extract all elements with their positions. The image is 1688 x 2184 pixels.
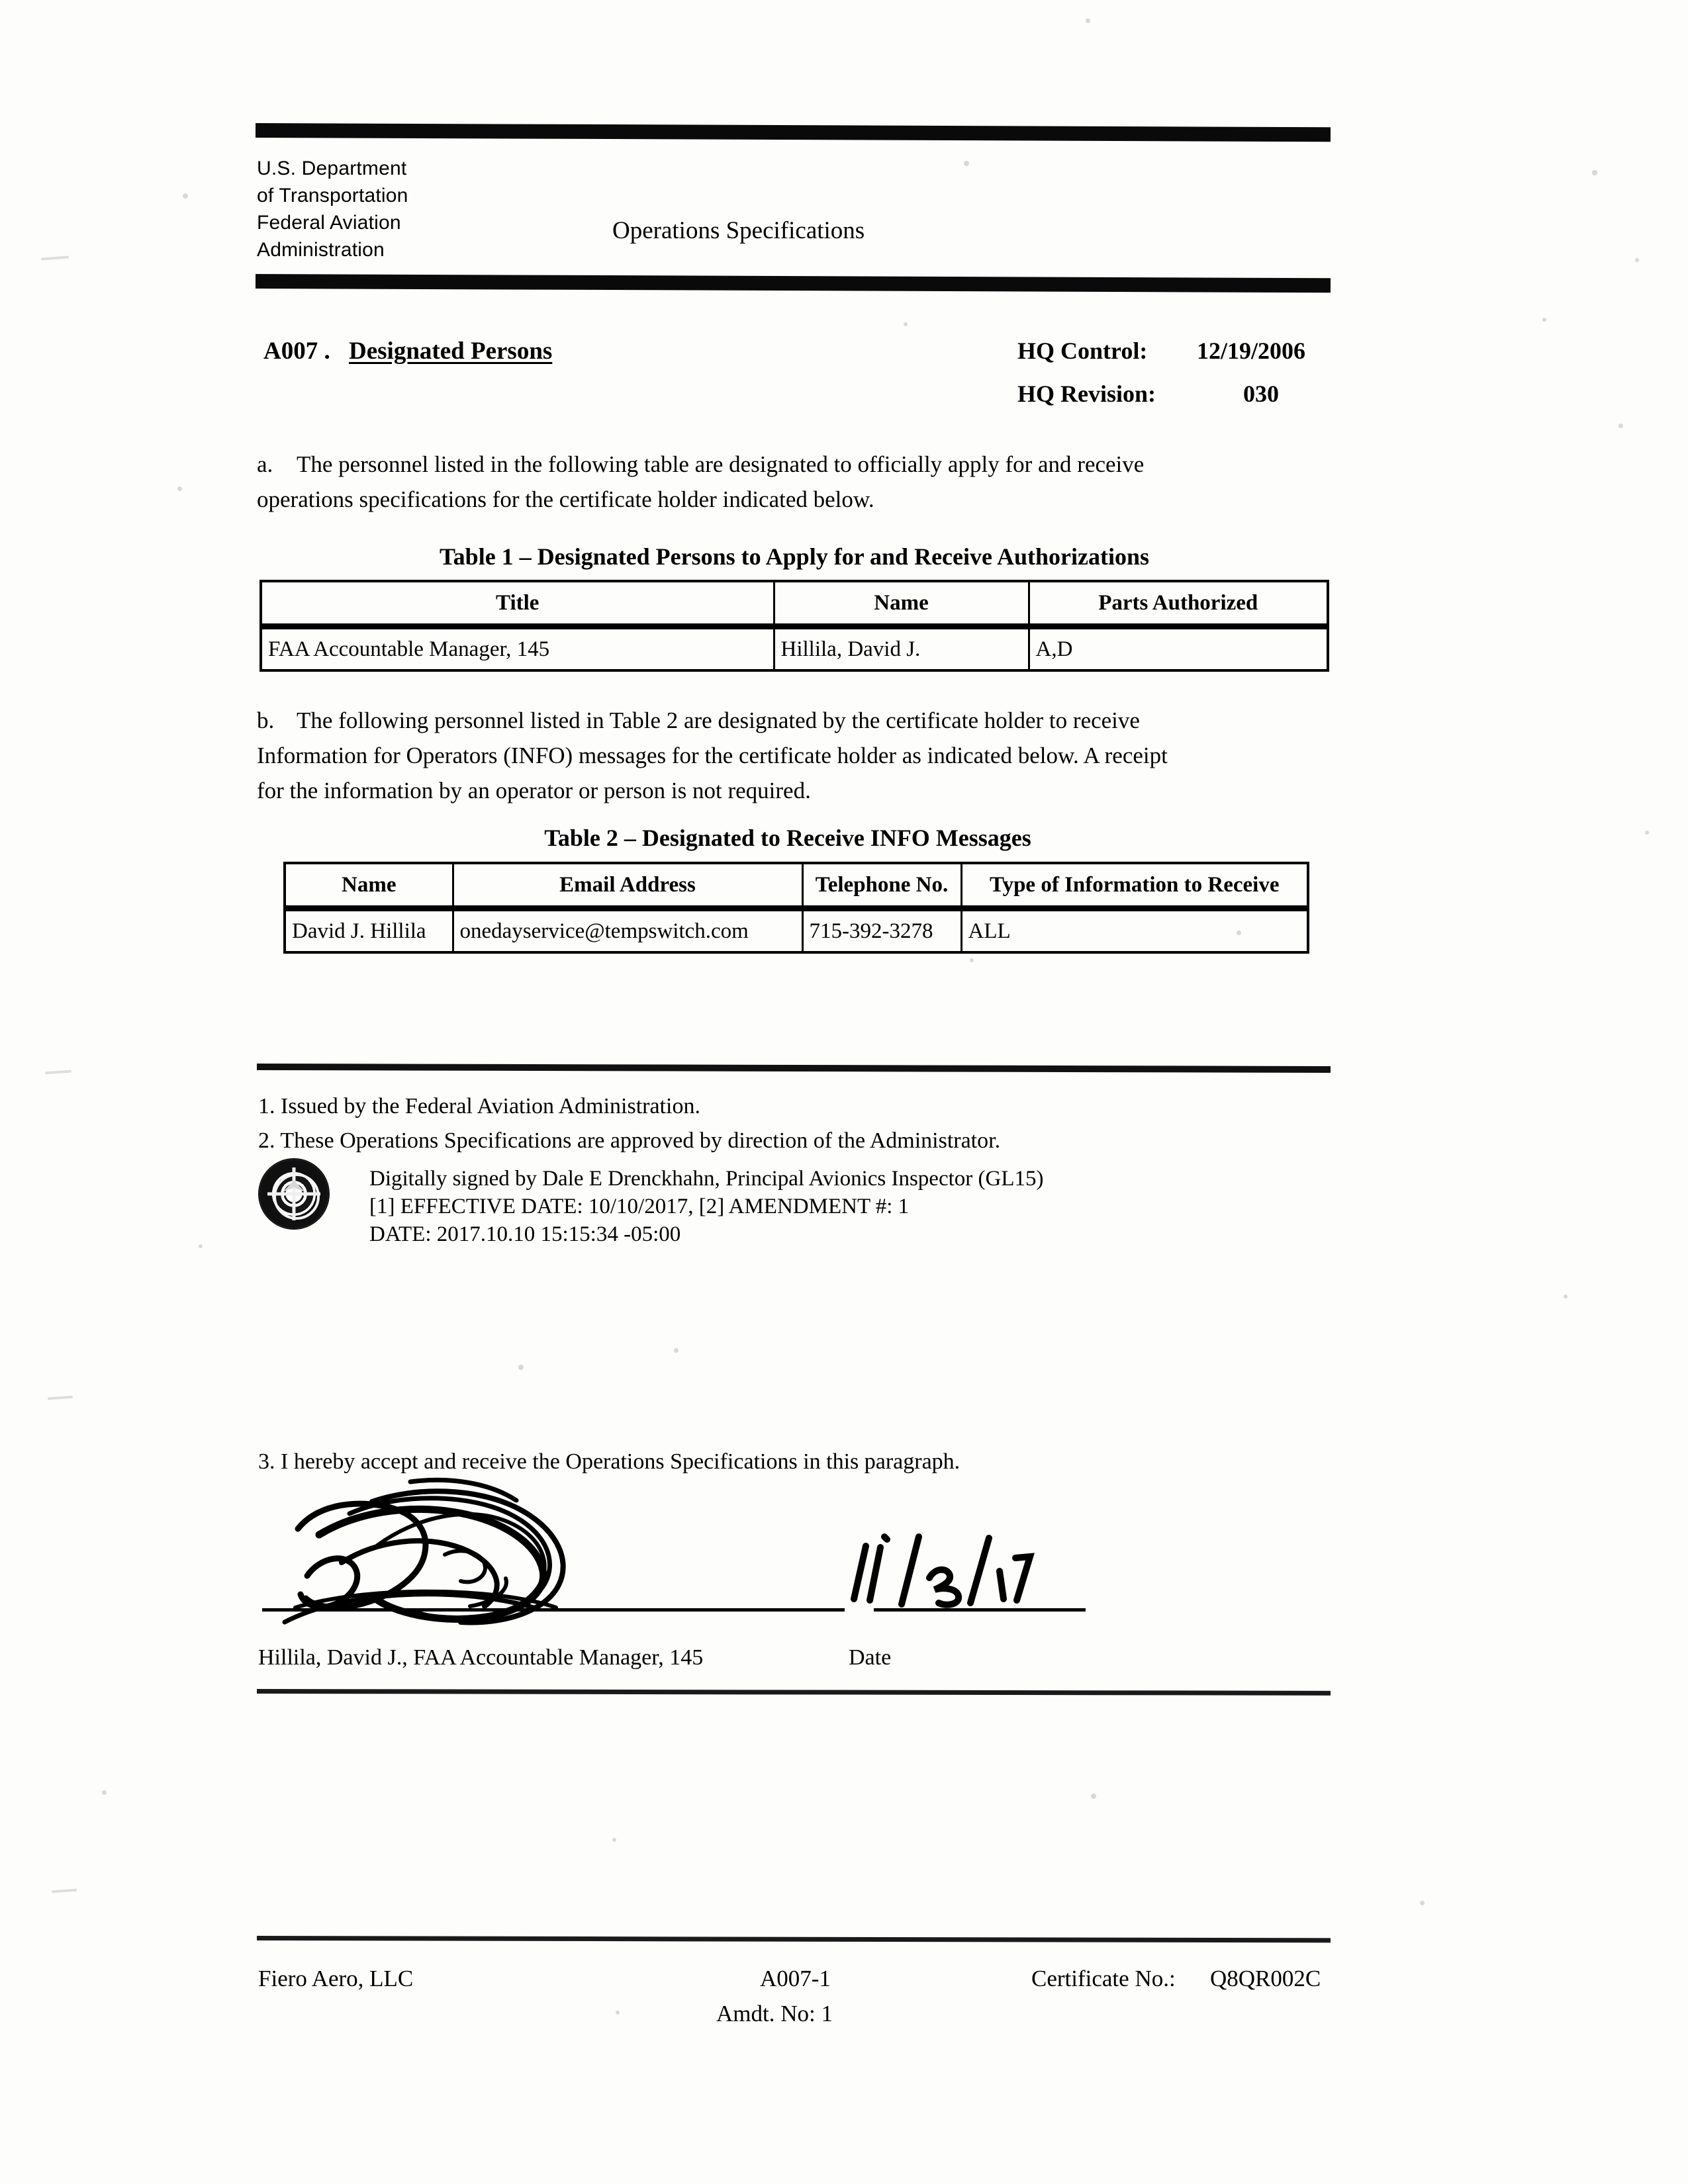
scan-speckle bbox=[904, 322, 908, 326]
scan-speckle bbox=[1086, 19, 1090, 23]
masthead-top-rule bbox=[256, 123, 1331, 142]
table-row bbox=[285, 909, 1308, 953]
acceptance-statement: 3. I hereby accept and receive the Operations Specifications in this paragraph. bbox=[258, 1449, 961, 1474]
agency-line-4: Administration bbox=[257, 239, 385, 261]
paragraph-a-marker: a. bbox=[257, 451, 273, 477]
scan-speckle bbox=[1645, 831, 1649, 835]
scan-speckle bbox=[1420, 1901, 1425, 1905]
paragraph-b-marker: b. bbox=[257, 707, 275, 733]
agency-line-1: U.S. Department bbox=[257, 158, 407, 179]
hq-control-label: HQ Control: bbox=[1017, 338, 1148, 364]
page-curl-mark bbox=[48, 1396, 73, 1400]
scan-speckle bbox=[1592, 170, 1597, 175]
handwritten-date bbox=[841, 1529, 1039, 1615]
table2-header-type: Type of Information to Receive bbox=[961, 863, 1308, 909]
paragraph-b-line-1: The following personnel listed in Table 2 are designated by the certificate holder to receive bbox=[297, 707, 1140, 733]
signature-line bbox=[262, 1608, 845, 1612]
footer-page-id: A007-1 bbox=[760, 1966, 831, 1991]
table2 bbox=[283, 862, 1309, 954]
scan-speckle bbox=[177, 486, 182, 491]
acceptance-bottom-rule bbox=[257, 1689, 1331, 1696]
agency-line-3: Federal Aviation bbox=[257, 212, 401, 234]
date-line bbox=[874, 1608, 1086, 1612]
footer-certificate-label: Certificate No.: bbox=[1031, 1966, 1176, 1991]
digital-signature-line-1: Digitally signed by Dale E Drenckhahn, Principal Avionics Inspector (GL15) bbox=[369, 1167, 1044, 1191]
digital-signature-line-2: [1] EFFECTIVE DATE: 10/10/2017, [2] AMENDMENT #: 1 bbox=[369, 1195, 910, 1218]
table1 bbox=[259, 580, 1329, 672]
handwritten-signature bbox=[278, 1466, 741, 1638]
table2-header-row bbox=[285, 863, 1308, 909]
date-caption: Date bbox=[849, 1645, 892, 1670]
table1-cell-parts: A,D bbox=[1029, 627, 1328, 671]
table1-header-title: Title bbox=[261, 581, 774, 627]
scan-speckle bbox=[518, 1365, 524, 1370]
hq-revision-label: HQ Revision: bbox=[1017, 381, 1156, 407]
scan-speckle bbox=[674, 1348, 679, 1353]
table2-header-telephone: Telephone No. bbox=[802, 863, 961, 909]
paragraph-b-line-3: for the information by an operator or person is not required. bbox=[257, 778, 811, 803]
scan-speckle bbox=[970, 958, 974, 962]
table-row bbox=[261, 627, 1328, 671]
table2-cell-email: onedayservice@tempswitch.com bbox=[453, 909, 802, 953]
table1-cell-title: FAA Accountable Manager, 145 bbox=[261, 627, 774, 671]
hq-control-value: 12/19/2006 bbox=[1197, 338, 1306, 364]
table1-header-name: Name bbox=[774, 581, 1029, 627]
table2-cell-telephone: 715-392-3278 bbox=[802, 909, 961, 953]
table2-caption: Table 2 – Designated to Receive INFO Messages bbox=[544, 825, 1031, 851]
page-curl-mark bbox=[52, 1889, 77, 1893]
scan-speckle bbox=[964, 161, 969, 166]
scan-speckle bbox=[612, 1838, 616, 1842]
footer-certificate-number: Q8QR002C bbox=[1210, 1966, 1321, 1991]
note-item-2: 2. These Operations Specifications are approved by direction of the Administrator. bbox=[258, 1128, 1001, 1153]
table2-header-email: Email Address bbox=[453, 863, 802, 909]
footer-rule bbox=[257, 1936, 1331, 1942]
note-item-1: 1. Issued by the Federal Aviation Administration. bbox=[258, 1094, 700, 1118]
paragraph-a-line-1: The personnel listed in the following table are designated to officially apply for and receive bbox=[297, 451, 1145, 477]
section-name: Designated Persons bbox=[349, 338, 553, 365]
table1-header-row bbox=[261, 581, 1328, 627]
section-id: A007 . bbox=[263, 338, 330, 365]
scan-speckle bbox=[1618, 424, 1623, 428]
scan-speckle bbox=[616, 2011, 620, 2015]
paragraph-b-line-2: Information for Operators (INFO) messages for the certificate holder as indicated below. A receipt bbox=[257, 743, 1168, 768]
table1-cell-name: Hillila, David J. bbox=[774, 627, 1029, 671]
scan-speckle bbox=[1542, 318, 1546, 322]
faa-seal-icon bbox=[259, 1160, 328, 1228]
notes-separator-rule bbox=[257, 1064, 1331, 1073]
paragraph-a-line-2: operations specifications for the certificate holder indicated below. bbox=[257, 486, 874, 512]
scan-speckle bbox=[183, 193, 188, 199]
footer-amendment: Amdt. No: 1 bbox=[716, 2001, 833, 2026]
table2-header-name: Name bbox=[285, 863, 453, 909]
signature-name-caption: Hillila, David J., FAA Accountable Manager, 145 bbox=[258, 1645, 704, 1670]
document-title: Operations Specifications bbox=[612, 217, 865, 244]
page-curl-mark bbox=[41, 256, 69, 261]
scan-speckle bbox=[1564, 1295, 1568, 1298]
hq-revision-value: 030 bbox=[1243, 381, 1279, 407]
scan-speckle bbox=[1635, 258, 1639, 262]
scan-speckle bbox=[102, 1790, 107, 1795]
table2-cell-type: ALL bbox=[961, 909, 1308, 953]
scan-speckle bbox=[199, 1244, 203, 1248]
agency-line-2: of Transportation bbox=[257, 185, 408, 206]
faa-seal-ring bbox=[273, 1173, 320, 1220]
footer-operator: Fiero Aero, LLC bbox=[258, 1966, 414, 1991]
page-curl-mark bbox=[45, 1070, 71, 1075]
scan-speckle bbox=[1091, 1794, 1096, 1799]
table1-header-parts: Parts Authorized bbox=[1029, 581, 1328, 627]
digital-signature-line-3: DATE: 2017.10.10 15:15:34 -05:00 bbox=[369, 1222, 681, 1246]
table1-caption: Table 1 – Designated Persons to Apply for and Receive Authorizations bbox=[439, 543, 1150, 570]
table2-cell-name: David J. Hillila bbox=[285, 909, 453, 953]
masthead-bottom-rule bbox=[256, 274, 1331, 293]
